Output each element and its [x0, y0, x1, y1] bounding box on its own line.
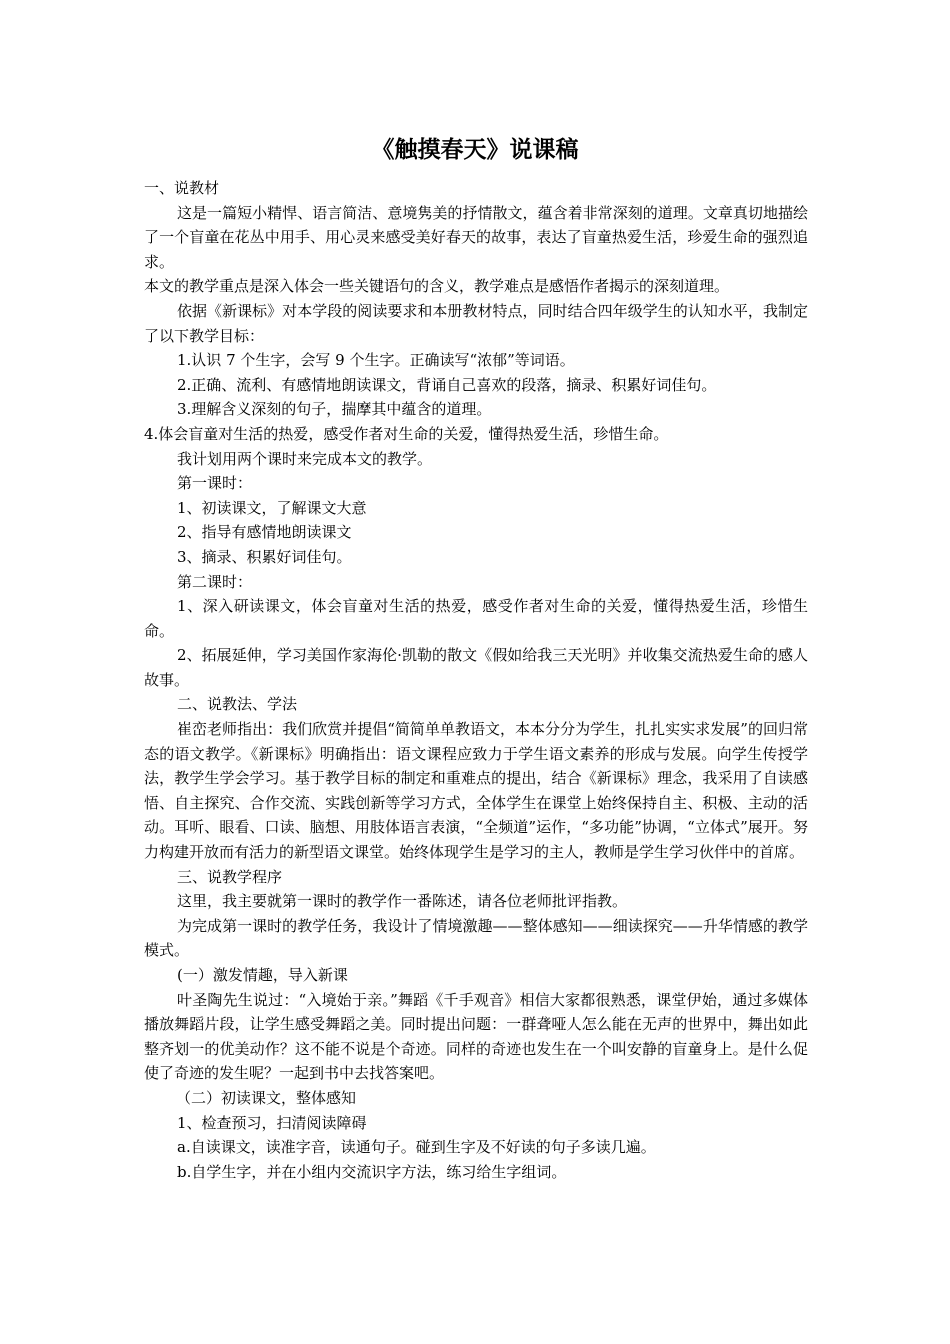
lesson-item: 2、指导有感情地朗读课文 — [177, 523, 352, 542]
goal-item: 1.认识 7 个生字，会写 9 个生字。正确读写“浓郁”等词语。 — [177, 351, 575, 370]
body-paragraph: 这里，我主要就第一课时的教学作一番陈述，请各位老师批评指教。 — [177, 892, 628, 911]
body-paragraph: 我计划用两个课时来完成本文的教学。 — [177, 449, 433, 468]
lesson-item: 2、拓展延伸，学习美国作家海伦·凯勒的散文《假如给我三天光明》并收集交流热爱生命的感人故事。 — [144, 646, 808, 689]
lesson-heading: 第一课时： — [177, 474, 253, 493]
lesson-item: 1、深入研读课文，体会盲童对生活的热爱，感受作者对生命的关爱，懂得热爱生活，珍惜生命。 — [144, 597, 808, 640]
lesson-item: 3、摘录、积累好词佳句。 — [177, 547, 352, 566]
body-paragraph: 依据《新课标》对本学段的阅读要求和本册教材特点，同时结合四年级学生的认知水平，我制定了以下教学目标： — [144, 301, 808, 345]
document-title: 《触摸春天》说课稿 — [371, 136, 579, 163]
body-paragraph: 崔峦老师指出：我们欣赏并提倡“简简单单教语文，本本分分为学生，扎扎实实求发展”的回归常态的语文教学。《新课标》明确指出：语文课程应致力于学生语文素养的形成与发展。向学生传授学法，教学生学会学习。基于教学目标的制定和重难点的提出，结合《新课标》理念，我采用了自读感悟、自主探究、合作交流、实践创新等学习方式，全体学生在课堂上始终保持自主、积极、主动的活动。耳听、眼看、口读、脑想、用肢体语言表演，“全频道”运作，“多功能”协调，“立体式”展开。努力构建开放而有活力的新型语文课堂。始终体现学生是学习的主人，教师是学生学习伙伴中的首席。 — [144, 720, 808, 862]
lesson-heading: 第二课时： — [177, 572, 253, 591]
body-paragraph: 叶圣陶先生说过：“入境始于亲。”舞蹈《千手观音》相信大家都很熟悉，课堂伊始，通过多媒体播放舞蹈片段，让学生感受舞蹈之美。同时提出问题：一群聋哑人怎么能在无声的世界中，舞出如此整齐划一的优美动作？这不能不说是个奇迹。同样的奇迹也发生在一个叫安静的盲童身上。是什么促使了奇迹的发生呢？一起到书中去找答案吧。 — [144, 990, 808, 1083]
step-item: a.自读课文，读准字音，读通句子。碰到生字及不好读的句子多读几遍。 — [177, 1138, 656, 1157]
step-item: b.自学生字，并在小组内交流识字方法，练习给生字组词。 — [177, 1162, 567, 1181]
lesson-item: 1、初读课文，了解课文大意 — [177, 498, 367, 517]
subsection-heading: (一）激发情趣，导入新课 — [177, 966, 348, 984]
goal-item: 3.理解含义深刻的句子，揣摩其中蕴含的道理。 — [177, 400, 492, 419]
document-body — [144, 176, 808, 1184]
subsection-heading: （二）初读课文，整体感知 — [176, 1088, 357, 1107]
body-paragraph: 这是一篇短小精悍、语言简洁、意境隽美的抒情散文，蕴含着非常深刻的道理。文章真切地描绘了一个盲童在花丛中用手、用心灵来感受美好春天的故事，表达了盲童热爱生活，珍爱生命的强烈追求。 — [144, 203, 808, 271]
section-heading-materials: 一、说教材 — [144, 179, 220, 197]
body-paragraph: 本文的教学重点是深入体会一些关键语句的含义，教学难点是感悟作者揭示的深刻道理。 — [144, 277, 730, 296]
goal-item: 4.体会盲童对生活的热爱，感受作者对生命的关爱，懂得热爱生活，珍惜生命。 — [144, 424, 669, 443]
section-heading-methods: 二、说教法、学法 — [177, 695, 298, 714]
body-paragraph: 为完成第一课时的教学任务，我设计了情境激趣——整体感知——细读探究——升华情感的教学模式。 — [144, 916, 808, 960]
step-item: 1、检查预习，扫清阅读障碍 — [177, 1113, 367, 1132]
goal-item: 2.正确、流利、有感情地朗读课文，背诵自己喜欢的段落，摘录、积累好词佳句。 — [177, 375, 717, 394]
section-heading-procedure: 三、说教学程序 — [177, 867, 283, 886]
